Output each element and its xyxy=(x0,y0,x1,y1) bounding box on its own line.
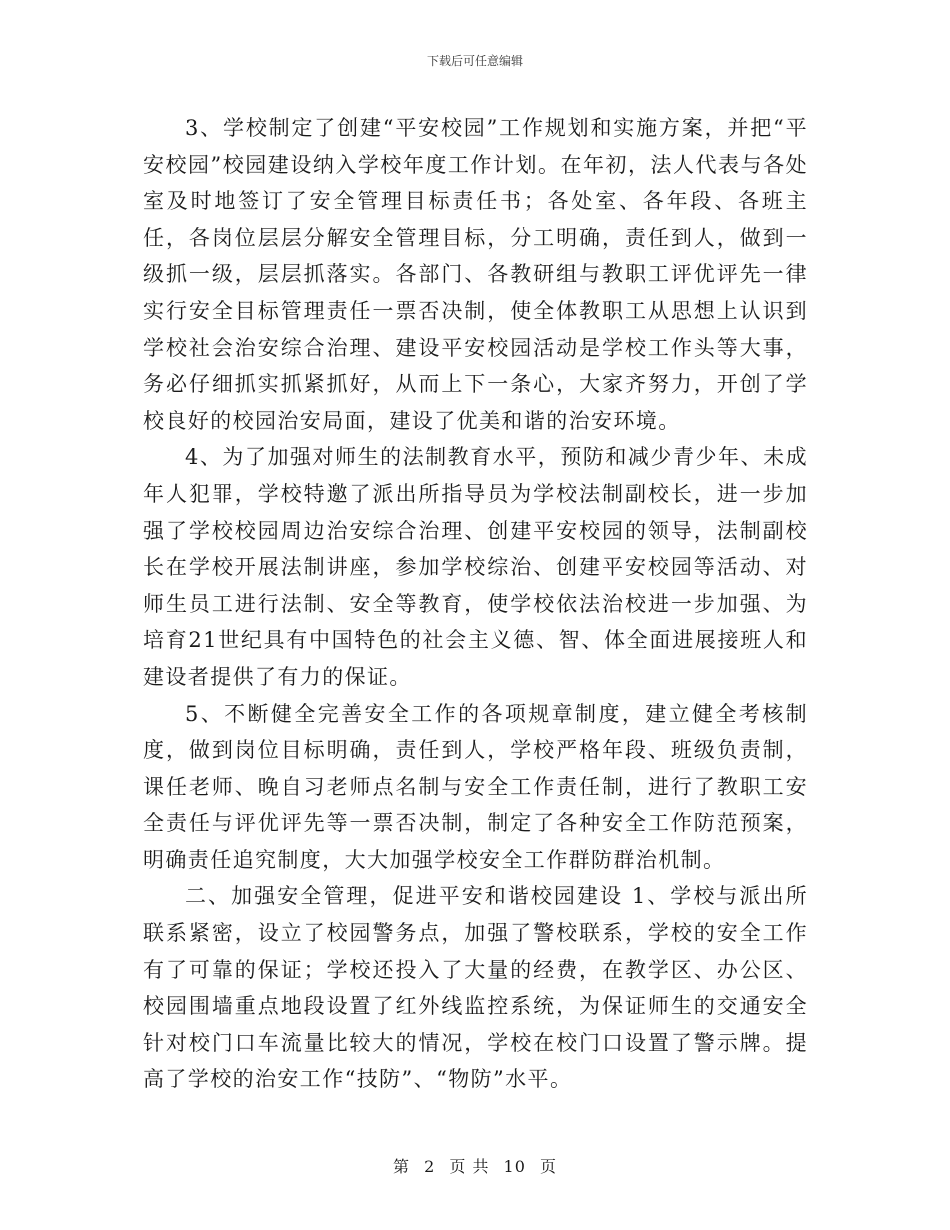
footer-prefix: 第 xyxy=(392,1157,410,1176)
document-body xyxy=(143,110,808,1098)
paragraph-item-5: 5、不断健全完善安全工作的各项规章制度，建立健全考核制度，做到岗位目标明确，责任到人，学校严格年段、班级负责制，课任老师、晚自习老师点名制与安全工作责任制，进行了教职工安全责任与评优评先等一票否决制，制定了各种安全工作防范预案，明确责任追究制度，大大加强学校安全工作群防群治机制。 xyxy=(143,701,808,872)
paragraph-item-4: 4、为了加强对师生的法制教育水平，预防和减少青少年、未成年人犯罪，学校特邀了派出所指导员为学校法制副校长，进一步加强了学校校园周边治安综合治理、创建平安校园的领导，法制副校长在学校开展法制讲座，参加学校综治、创建平安校园等活动、对师生员工进行法制、安全等教育，使学校依法治校进一步加强、为培育21世纪具有中国特色的社会主义德、智、体全面进展接班人和建设者提供了有力的保证。 xyxy=(143,445,808,689)
footer-middle: 页 共 xyxy=(449,1157,490,1176)
paragraph-item-3: 3、学校制定了创建“平安校园”工作规划和实施方案，并把“平安校园”校园建设纳入学校年度工作计划。在年初，法人代表与各处室及时地签订了安全管理目标责任书；各处室、各年段、各班主任，各岗位层层分解安全管理目标，分工明确，责任到人，做到一级抓一级，层层抓落实。各部门、各教研组与教职工评优评先一律实行安全目标管理责任一票否决制，使全体教职工从思想上认识到学校社会治安综合治理、建设平安校园活动是学校工作头等大事，务必仔细抓实抓紧抓好，从而上下一条心，大家齐努力，开创了学校良好的校园治安局面，建设了优美和谐的治安环境。 xyxy=(143,116,808,433)
paragraph-section-two: 二、加强安全管理，促进平安和谐校园建设 1、学校与派出所联系紧密，设立了校园警务点，加强了警校联系，学校的安全工作有了可靠的保证；学校还投入了大量的经费，在教学区、办公区、校园围墙重点地段设置了红外线监控系统，为保证师生的交通安全针对校门口车流量比较大的情况，学校在校门口设置了警示牌。提高了学校的治安工作“技防”、“物防”水平。 xyxy=(143,884,808,1092)
page-header xyxy=(0,54,950,68)
total-pages-number: 10 xyxy=(503,1157,526,1176)
current-page-number: 2 xyxy=(424,1157,436,1176)
footer-suffix: 页 xyxy=(540,1157,558,1176)
header-text: 下载后可任意编辑 xyxy=(426,54,523,68)
page-footer xyxy=(0,1157,950,1177)
